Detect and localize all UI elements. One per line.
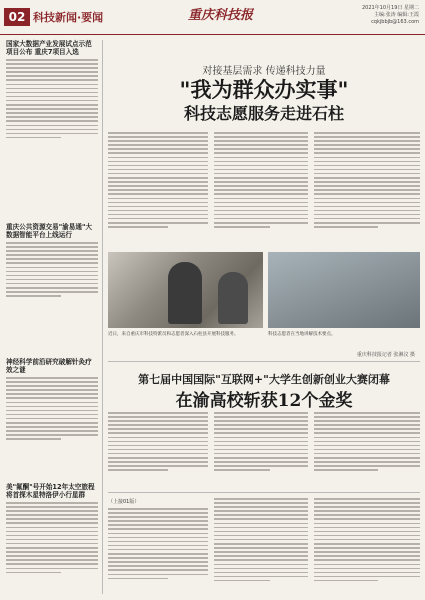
main-subheadline: 科技志愿服务走进石柱	[183, 104, 344, 123]
page-number: 02	[4, 8, 30, 26]
person-figure	[218, 272, 248, 324]
brief-body	[6, 242, 98, 297]
photo-caption-1: 近日，来自重庆市科技特派员和志愿者深入石柱县开展科技服务。	[108, 332, 239, 337]
brief-title: 神经科学前沿研究破解针灸疗效之谜	[6, 358, 92, 374]
second-body-col-2	[214, 412, 308, 488]
brief-title: 国家大数据产业发展试点示范项目公布 重庆7项目入选	[6, 40, 92, 56]
second-kicker: 第七届中国国际"互联网+"大学生创新创业大赛闭幕	[138, 373, 390, 386]
newspaper-logo: 重庆科技报	[188, 8, 254, 23]
third-body-col-3	[314, 498, 420, 594]
date-box	[299, 5, 419, 26]
article-photo-2	[268, 252, 420, 328]
person-figure	[168, 262, 202, 324]
third-body-col-1	[108, 498, 208, 594]
second-body-col-1	[108, 412, 208, 488]
brief-4	[6, 483, 98, 576]
section-separator	[108, 361, 420, 362]
main-body-col-2	[214, 132, 308, 247]
masthead	[0, 0, 425, 35]
second-body-col-3	[314, 412, 420, 488]
column-divider	[102, 40, 103, 594]
left-column	[6, 40, 98, 594]
date-line: 2021年10月19日 星期二	[361, 5, 419, 11]
second-headline: 在渝高校斩获12个金奖	[175, 391, 353, 411]
photo-credit: 重庆科技报记者 张淋汶 摄	[356, 352, 415, 358]
brief-body	[6, 502, 98, 573]
section-separator	[108, 492, 420, 493]
photo-caption-2: 科技志愿者在当地讲解技术要点。	[268, 332, 336, 337]
continued-tag: （上接01版）	[108, 499, 140, 505]
main-body-col-1	[108, 132, 208, 247]
brief-1	[6, 40, 98, 141]
editor-line: 主编:张涛 编辑:王霞	[374, 12, 419, 18]
email-line: cqkjbbjb@163.com	[371, 19, 419, 25]
brief-title: 重庆公共资源交易"渝易通"大数据智能平台上线运行	[6, 223, 92, 239]
third-body-col-2	[214, 498, 308, 594]
main-headline: "我为群众办实事"	[179, 77, 349, 102]
section-title: 科技新闻·要闻	[33, 11, 104, 24]
main-body-col-3	[314, 132, 420, 247]
brief-body	[6, 59, 98, 138]
article-photo-1	[108, 252, 263, 328]
brief-2	[6, 223, 98, 299]
brief-3	[6, 358, 98, 443]
main-kicker: 对接基层需求 传递科技力量	[202, 66, 326, 77]
brief-title: 美"氟酮"号开始12年太空旅程 将首探木星特洛伊小行星群	[6, 483, 95, 499]
brief-body	[6, 377, 98, 440]
